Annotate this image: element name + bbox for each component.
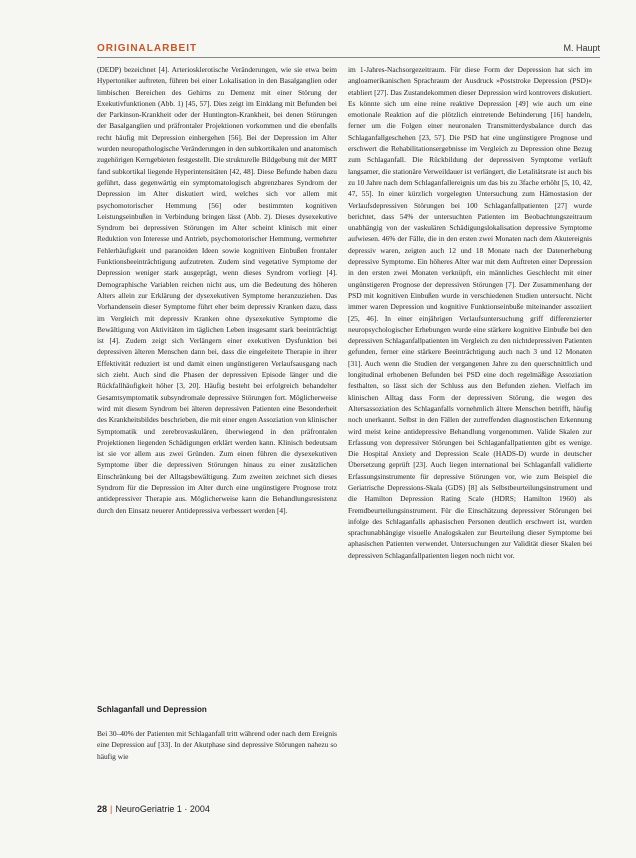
page-footer bbox=[97, 804, 210, 814]
running-head-author: M. Haupt bbox=[563, 43, 600, 53]
section-heading: Schlaganfall und Depression bbox=[97, 705, 207, 714]
left-column-continued bbox=[97, 728, 337, 762]
right-column bbox=[348, 64, 592, 561]
right-paragraph-1: im 1-Jahres-Nachsorgezeitraum. Für diese Form der Depression hat sich im angloamerikanischen Sprachraum der Ausdruck »Poststroke Depression (PSD)« etabliert [27]. Das Zustandekommen dieser Depression wird kontrovers diskutiert. Es könnte sich um eine reine reaktive Depression [49] wie auch um eine emotionale Reaktion auf die plötzlich eintretende Behinderung [16] handeln, ferner um die Folgen einer neuronalen Transmitterdysbalance durch das Schlaganfallgeschehen [23, 57]. Die PSD hat eine ungünstigere Prognose und erschwert die Rehabilitationsergebnisse im Vergleich zu Depression ohne Bezug zum Schlaganfall. Die Rückbildung der depressiven Symptome verläuft langsamer, die stationäre Verweildauer ist verlängert, die Letalitätsrate ist auch bis zu 10 Jahre nach dem Schlaganfallereignis um das bis zu 3fache erhöht [5, 10, 42, 47, 55]. In einer kürzlich vorgelegten Untersuchung zum Hämostasion der Verlaufsdepressiven Störungen bei 100 Schlaganfallpatienten [27] wurde berichtet, dass 54% der untersuchten Patienten im Beobachtungszeitraum unabhängig von der vaskulären Schädigungslokalisation depressive Symptome aufwiesen. 46% der Fälle, die in den ersten zwei Monaten nach dem Akutereignis depressiv waren, zeigten auch 12 und 18 Monate nach der Datenerhebung depressive Symptome. Ein höheres Alter war mit dem Auftreten einer Depression in den ersten zwei Monaten verknüpft, ein männliches Geschlecht mit einer ungünstigeren Prognose der depressiven Störungen [7]. Der Zusammenhang der PSD mit kognitiven Einbußen wurde in verschiedenen Studien untersucht. Nicht immer waren Depression und kognitive Funktionseinbuße miteinander assoziiert [25, 46]. In einer einjährigen Verlaufsuntersuchung griff differenzierter neuropsychologischer Erhebungen wurde eine stärkere kognitive Einbuße bei den depressiven Schlaganfallpatienten im Vergleich zu den nichtdepressiven Patienten gefunden, ferner eine stärkere Beeinträchtigung auch nach 3 und 12 Monaten [31]. Auch wenn die Studien der vergangenen Jahre zu den querschnittlich und longitudinal erhobenen Befunden bei PSD eine doch regelmäßige Assoziation festhalten, so lässt sich der Schluss aus den Befunden ziehen. Vielfach im klinischen Alltag dass Form der depressiven Störung, die wegen des Altersassoziation des Schlaganfalls vornehmlich ältere Menschen betrifft, häufig noch unerkannt. Selbst in den Fällen der zutreffenden diagnostischen Erkennung wird meist keine antidepressive Behandlung vorgenommen. Valide Skalen zur Erfassung von depressiver Störungen bei Schlaganfallpatienten gibt es wenige. Die Hospital Anxiety and Depression Scale (HADS-D) wurde in deutscher Übersetzung geprüft [23]. Auch liegen international bei Schlaganfall validierte Erfassungsinstrumente für depressive Störungen vor, wie zum Beispiel die Geriatrische Depressions-Skala (GDS) [8] als Selbstbeurteilungsinstrument und die Hamilton Depression Rating Scale (HDRS; Hamilton 1960) als Fremdbeurteilungsinstrument. Für die Einschätzung depressiver Störungen bei infolge des Schlaganfalls aphasischen Personen deutlich erschwert ist, wurden sprachunabhängige visuelle Analogskalen zur Beurteilung dieser Symptome bei aphasischen Patienten verwendet. Untersuchungen zur Validität dieser Skalen bei depressiven Schlaganfallpatienten liegen noch nicht vor. bbox=[348, 65, 592, 560]
header-rule bbox=[97, 57, 600, 58]
section-tag: ORIGINALARBEIT bbox=[97, 43, 198, 54]
page-number: 28 bbox=[97, 804, 108, 814]
left-paragraph-2: Bei 30–40% der Patienten mit Schlaganfall tritt während oder nach dem Ereignis eine Depression auf [33]. In der Akutphase sind depressive Störungen nahezu so häufig wie bbox=[97, 729, 337, 761]
left-paragraph-1: (DEDP) bezeichnet [4]. Arteriosklerotische Veränderungen, wie sie etwa beim Hypertoniker auftreten, führen bei einer Lokalisation in den Basalganglien oder limbischen Bereichen des Gehirns zu Demenz mit einer Störung der Exekutivfunktionen (Abb. 1) [45, 57]. Dies zeigt im Einklang mit Befunden bei der Parkinson-Krankheit oder der Huntington-Krankheit, bei denen Störungen der Basalganglien und präfrontaler Projektionen vorkommen und die ebenfalls recht häufig mit Depression einhergehen [56]. Bei der Depression im Alter wurden neuropathologische Veränderungen in den subkortikalen und anatomisch zugehörigen Kerngebieten festgestellt. Die strukturelle Bildgebung mit der MRT fand subkortikal liegende Hyperintensitäten [42, 48]. Diese Befunde haben dazu geführt, dass gegenwärtig ein symptomatologisch abgrenzbares Syndrom der Depression im Alter diskutiert wird, welches sich vor allem mit psychomotorischer Hemmung [56] oder bestimmten kognitiven Leistungseinbußen in Verbindung bringen lässt (Abb. 2). Dieses dysexekutive Syndrom bei depressiven Störungen im Alter scheint klinisch mit einer Reduktion von Interesse und Antrieb, psychomotorischer Hemmung, vermehrter Fehlerhäufigkeit und paranoiden Ideen sowie kognitiven Einbußen frontaler Funktionsbeeinträchtigung aufzutreten. Zudem sind vegetative Symptome der Depression weniger stark ausgeprägt, wenn dieses Syndrom vorliegt [4]. Demographische Variablen reichen nicht aus, um die Bedeutung des höheren Alters allein zur Erklärung der dysexekutiven Symptome heranzuziehen. Das Vorhandensein dieser Symptome führt eher beim depressiv Kranken dazu, dass im Vergleich mit depressiv Kranken ohne dysexekutive Symptome die Bewältigung von Aktivitäten im täglichen Leben insgesamt stark beeinträchtigt ist [4]. Zudem zeigt sich Verlängern einer exekutiven Dysfunktion bei depressiven älteren Menschen dann bei, dass die eingeleitete Therapie in ihrer Effektivität reduziert ist und damit einen ungünstigeren Verlaufsausgang nach sich zieht. Auch sind die Phasen der depressiven Episode länger und die Rückfallhäufigkeit höher [3, 20]. Häufig besteht bei erfolgreich behandelter Gesamtsymptomatik subsyndromale depressive Störungen fort. Möglicherweise wird mit diesem Syndrom bei älteren depressiven Patienten eine Besonderheit des Krankheitsbildes beschrieben, die mit einer engen Assoziation von klinischer Symptomatik und zerebrovaskulären, überwiegend in den präfrontalen Projektionen liegenden Schädigungen erklärt werden kann. Klinisch bedeutsam ist sie vor allem aus zwei Gründen. Zum einen führen die dysexekutiven Symptome über die depressiven Störungen hinaus zu einer zusätzlichen Einschränkung bei der Alltagsbewältigung. Zum zweiten zeichnet sich dieses Syndrom für die Depression im Alter durch eine ungünstigere Prognose trotz antidepressiver Therapie aus. Möglicherweise kann die Behandlungsresistenz durch den Einsatz neuerer Antidepressiva verbessert werden [4]. bbox=[97, 65, 337, 515]
journal-name: NeuroGeriatrie 1 · 2004 bbox=[115, 804, 210, 814]
footer-separator: | bbox=[110, 804, 113, 814]
left-column bbox=[97, 64, 337, 516]
